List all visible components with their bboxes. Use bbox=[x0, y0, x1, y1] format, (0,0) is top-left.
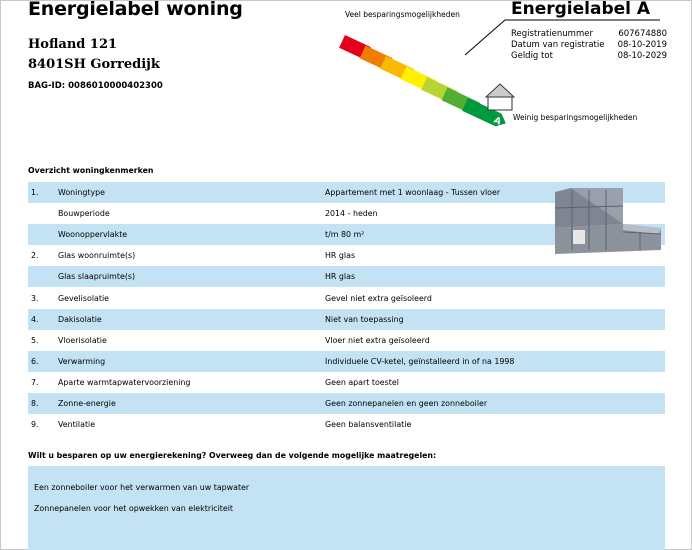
row-label: Glas slaapruimte(s) bbox=[58, 272, 136, 282]
row-label: Glas woonruimte(s) bbox=[58, 251, 136, 261]
row-label: Woonoppervlakte bbox=[58, 230, 128, 240]
registration-row-number bbox=[511, 29, 667, 40]
row-label: Dakisolatie bbox=[58, 314, 102, 324]
energy-label-title: Energielabel A bbox=[511, 0, 651, 19]
registration-table bbox=[511, 29, 667, 62]
address-street: Hofland 121 bbox=[28, 37, 118, 52]
row-number: 5. bbox=[31, 335, 39, 345]
registration-value: 08-10-2019 bbox=[617, 40, 667, 50]
hint-few-savings: Weinig besparingsmogelijkheden bbox=[513, 113, 638, 122]
row-value: Individuele CV-ketel, geïnstalleerd in of na 1998 bbox=[325, 356, 515, 366]
registration-row-date bbox=[511, 40, 667, 51]
row-value: HR glas bbox=[325, 251, 356, 261]
features-row bbox=[28, 351, 665, 372]
features-row bbox=[28, 393, 665, 414]
row-label: Aparte warmtapwatervoorziening bbox=[58, 377, 191, 387]
row-value: Vloer niet extra geïsoleerd bbox=[325, 335, 430, 345]
registration-value: 08-10-2029 bbox=[617, 51, 667, 61]
advice-box bbox=[28, 466, 665, 550]
features-row bbox=[28, 287, 665, 308]
row-label: Vloerisolatie bbox=[58, 335, 107, 345]
energy-class-letter: A bbox=[491, 115, 503, 128]
row-number: 1. bbox=[31, 188, 39, 198]
row-number: 9. bbox=[31, 420, 39, 430]
row-number: 3. bbox=[31, 293, 39, 303]
page-title: Energielabel woning bbox=[28, 0, 243, 20]
advice-tip: Zonnepanelen voor het opwekken van elektriciteit bbox=[34, 504, 234, 513]
registration-key: Datum van registratie bbox=[511, 40, 605, 50]
house-icon bbox=[486, 84, 514, 110]
row-value: Appartement met 1 woonlaag - Tussen vloer bbox=[325, 188, 501, 198]
registration-value: 607674880 bbox=[618, 29, 667, 39]
features-row bbox=[28, 330, 665, 351]
advice-question: Wilt u besparen op uw energierekening? Overweeg dan de volgende mogelijke maatregelen: bbox=[28, 451, 437, 460]
registration-row-valid bbox=[511, 51, 667, 62]
overview-title: Overzicht woningkenmerken bbox=[28, 166, 154, 175]
row-number: 4. bbox=[31, 314, 39, 324]
energy-label-graphic bbox=[0, 0, 692, 130]
row-number: 8. bbox=[31, 398, 39, 408]
row-value: HR glas bbox=[325, 272, 356, 282]
row-value: 2014 - heden bbox=[325, 209, 378, 219]
row-label: Verwarming bbox=[58, 356, 106, 366]
row-number: 2. bbox=[31, 251, 39, 261]
apartment-building-icon bbox=[555, 188, 661, 260]
row-number: 7. bbox=[31, 377, 39, 387]
bag-id: BAG-ID: 0086010000402300 bbox=[28, 81, 163, 91]
row-label: Bouwperiode bbox=[58, 209, 110, 219]
hint-many-savings: Veel besparingsmogelijkheden bbox=[345, 10, 460, 19]
row-label: Zonne-energie bbox=[58, 398, 116, 408]
row-label: Ventilatie bbox=[58, 420, 96, 430]
features-row bbox=[28, 372, 665, 393]
row-value: Niet van toepassing bbox=[325, 314, 404, 324]
features-row bbox=[28, 309, 665, 330]
row-label: Woningtype bbox=[58, 188, 105, 198]
row-value: t/m 80 m² bbox=[325, 230, 365, 240]
row-number: 6. bbox=[31, 356, 39, 366]
registration-key: Geldig tot bbox=[511, 51, 553, 61]
row-label: Gevelisolatie bbox=[58, 293, 109, 303]
features-row bbox=[28, 266, 665, 287]
row-value: Geen balansventilatie bbox=[325, 420, 412, 430]
row-value: Geen apart toestel bbox=[325, 377, 399, 387]
row-value: Geen zonnepanelen en geen zonneboiler bbox=[325, 398, 488, 408]
label-pointer-line bbox=[465, 20, 505, 55]
energy-class-bars bbox=[339, 35, 509, 130]
registration-key: Registratienummer bbox=[511, 29, 593, 39]
address-postcode-city: 8401SH Gorredijk bbox=[28, 57, 160, 72]
advice-tip: Een zonneboiler voor het verwarmen van uw tapwater bbox=[34, 483, 250, 492]
features-row bbox=[28, 414, 665, 435]
row-value: Gevel niet extra geïsoleerd bbox=[325, 293, 432, 303]
